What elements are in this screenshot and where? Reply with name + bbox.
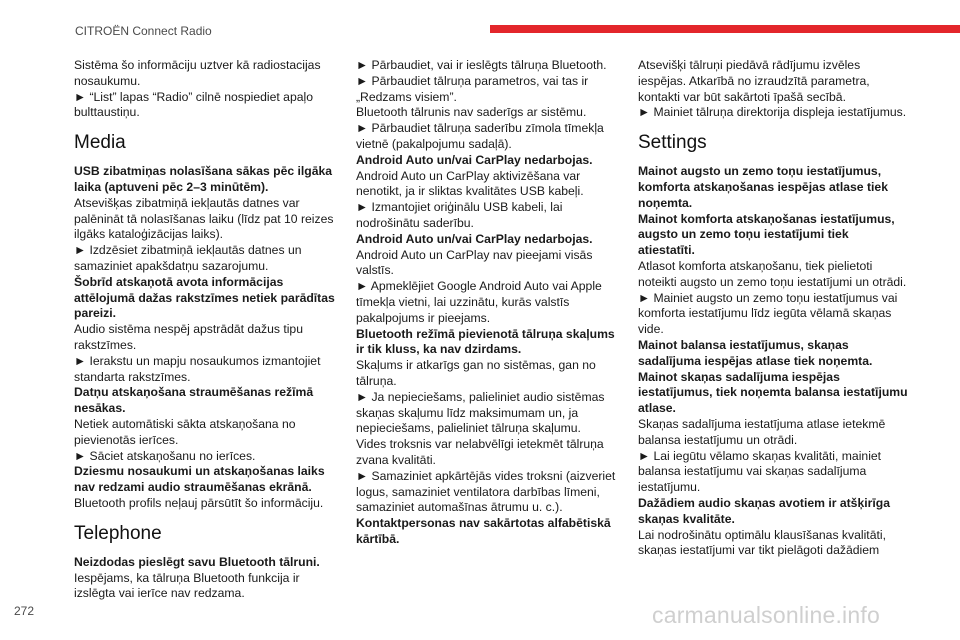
body-paragraph: Iespējams, ka tālruņa Bluetooth funkcija ir izslēgta vai ierīce nav redzama. [74, 570, 300, 601]
body-paragraph: ► Mainiet tālruņa direktorija displeja iestatījumus. [638, 105, 907, 120]
body-paragraph: ► Ierakstu un mapju nosaukumos izmantojiet standarta rakstzīmes. [74, 353, 321, 384]
section-heading: Media [74, 132, 126, 154]
issue-heading: Dažādiem audio skaņas avotiem ir atšķirīga skaņas kvalitāte. [638, 495, 890, 526]
issue-heading: USB zibatmiņas nolasīšana sākas pēc ilgāka laika (aptuveni pēc 2–3 minūtēm). [74, 164, 333, 194]
body-paragraph: Android Auto un CarPlay nav pieejami visās valstīs. [356, 247, 593, 278]
issue-heading: Šobrīd atskaņotā avota informācijas attēlojumā dažas rakstzīmes netiek parādītas pareizi. [74, 274, 335, 321]
body-paragraph: Lai nodrošinātu optimālu klausīšanas kvalitāti, skaņas iestatījumi var tikt pielāgoti dažādiem [638, 527, 886, 558]
issue-heading: Kontaktpersonas nav sakārtotas alfabētiskā kārtībā. [356, 516, 611, 546]
issue-heading: Android Auto un/vai CarPlay nedarbojas. [356, 152, 593, 167]
body-paragraph: ► Lai iegūtu vēlamo skaņas kvalitāti, mainiet balansa iestatījumu vai skaņas sadalījuma iestatījumu. [638, 448, 882, 495]
body-paragraph: Audio sistēma nespēj apstrādāt dažus tipu rakstzīmes. [74, 322, 303, 352]
issue-heading: Mainot augsto un zemo toņu iestatījumus, komforta atskaņošanas iespējas atlase tiek noņemta. [638, 164, 888, 210]
body-paragraph: Atlasot komforta atskaņošanu, tiek pielietoti noteikti augsto un zemo toņu iestatījumi un otrādi. [638, 258, 907, 289]
issue-heading: Dziesmu nosaukumi un atskaņošanas laiks nav redzami audio straumēšanas ekrānā. [74, 464, 325, 495]
body-paragraph: ► Ja nepieciešams, palieliniet audio sistēmas skaņas skaļumu līdz maksimumam un, ja nepieciešams, palieliniet tālruņa skaļumu. [356, 389, 605, 436]
body-paragraph: Android Auto un CarPlay aktivizēšana var nenotikt, ja ir sliktas kvalitātes USB kabeļi. [356, 168, 584, 199]
body-paragraph: ► Pārbaudiet tālruņa parametros, vai tas ir „Redzams visiem”. [356, 73, 589, 104]
section-heading: Telephone [74, 522, 162, 544]
body-paragraph: Sistēma šo informāciju uztver kā radiostacijas nosaukumu. [74, 58, 321, 88]
issue-heading: Mainot balansa iestatījumus, skaņas sadalījuma iespējas atlase tiek noņemta. [638, 337, 873, 368]
body-paragraph: ► Pārbaudiet tālruņa saderību zīmola tīmekļa vietnē (pakalpojumu sadaļā). [356, 121, 604, 151]
body-paragraph: Netiek automātiski sākta atskaņošana no pievienotās ierīces. [74, 416, 296, 447]
body-paragraph: ► Izdzēsiet zibatmiņā iekļautās datnes un samaziniet apakšdatņu sazarojumu. [74, 243, 302, 273]
body-paragraph: Skaļums ir atkarīgs gan no sistēmas, gan no tālruņa. [356, 358, 596, 388]
watermark: carmanualsonline.info [652, 602, 880, 628]
header-accent-bar [490, 25, 960, 33]
issue-heading: Mainot komforta atskaņošanas iestatījumus, augsto un zemo toņu iestatījumi tiek atiestatīti. [638, 211, 895, 258]
section-heading: Settings [638, 132, 707, 154]
issue-heading: Neizdodas pieslēgt savu Bluetooth tālruni. [74, 554, 320, 569]
body-paragraph: Bluetooth tālrunis nav saderīgs ar sistēmu. [356, 105, 587, 120]
issue-heading: Android Auto un/vai CarPlay nedarbojas. [356, 231, 593, 246]
body-paragraph: Atsevišķas zibatmiņā iekļautās datnes var palēnināt tā nolasīšanas laiku (līdz pat 10 reizes ilgāks kataloģizācijas laiks). [74, 195, 334, 242]
text-column-2 [356, 58, 626, 548]
body-paragraph: ► Izmantojiet oriģinālu USB kabeli, lai nodrošinātu saderību. [356, 200, 563, 230]
running-header-title: CITROËN Connect Radio [75, 24, 212, 38]
issue-heading: Mainot skaņas sadalījuma iespējas iestatījumus, tiek noņemta balansa iestatījumu atlase. [638, 369, 908, 416]
body-paragraph: Atsevišķi tālruņi piedāvā rādījumu izvēles iespējas. Atkarībā no izraudzītā parametra, kontakti var būt sakārtoti īpašā secībā. [638, 58, 870, 104]
body-paragraph: ► Sāciet atskaņošanu no ierīces. [74, 448, 256, 463]
text-column-1 [74, 58, 344, 602]
page-number: 272 [14, 604, 35, 618]
issue-heading: Datņu atskaņošana straumēšanas režīmā nesākas. [74, 385, 314, 416]
body-paragraph: ► Pārbaudiet, vai ir ieslēgts tālruņa Bluetooth. [356, 58, 607, 72]
issue-heading: Bluetooth režīmā pievienotā tālruņa skaļums ir tik kluss, ka nav dzirdams. [356, 326, 615, 357]
body-paragraph: ► Apmeklējiet Google Android Auto vai Apple tīmekļa vietni, lai uzzinātu, kurās valstīs pakalpojums ir pieejams. [356, 279, 602, 325]
text-column-3 [638, 58, 908, 559]
body-paragraph: ► Mainiet augsto un zemo toņu iestatījumus vai komforta iestatījumu līdz iegūta vēlamā skaņas vide. [638, 290, 898, 337]
body-paragraph: ► Samaziniet apkārtējās vides troksni (aizveriet logus, samaziniet ventilatora darbības līmeni, samaziniet automašīnas ātrumu u. c.). [356, 468, 616, 515]
body-paragraph: Skaņas sadalījuma iestatījuma atlase ietekmē balansa iestatījumu un otrādi. [638, 416, 886, 447]
body-paragraph: Bluetooth profils neļauj pārsūtīt šo informāciju. [74, 495, 324, 510]
body-paragraph: Vides troksnis var nelabvēlīgi ietekmēt tālruņa zvana kvalitāti. [356, 437, 604, 467]
body-paragraph: ► “List” lapas “Radio” cilnē nospiediet apaļo bulttaustiņu. [74, 89, 314, 120]
